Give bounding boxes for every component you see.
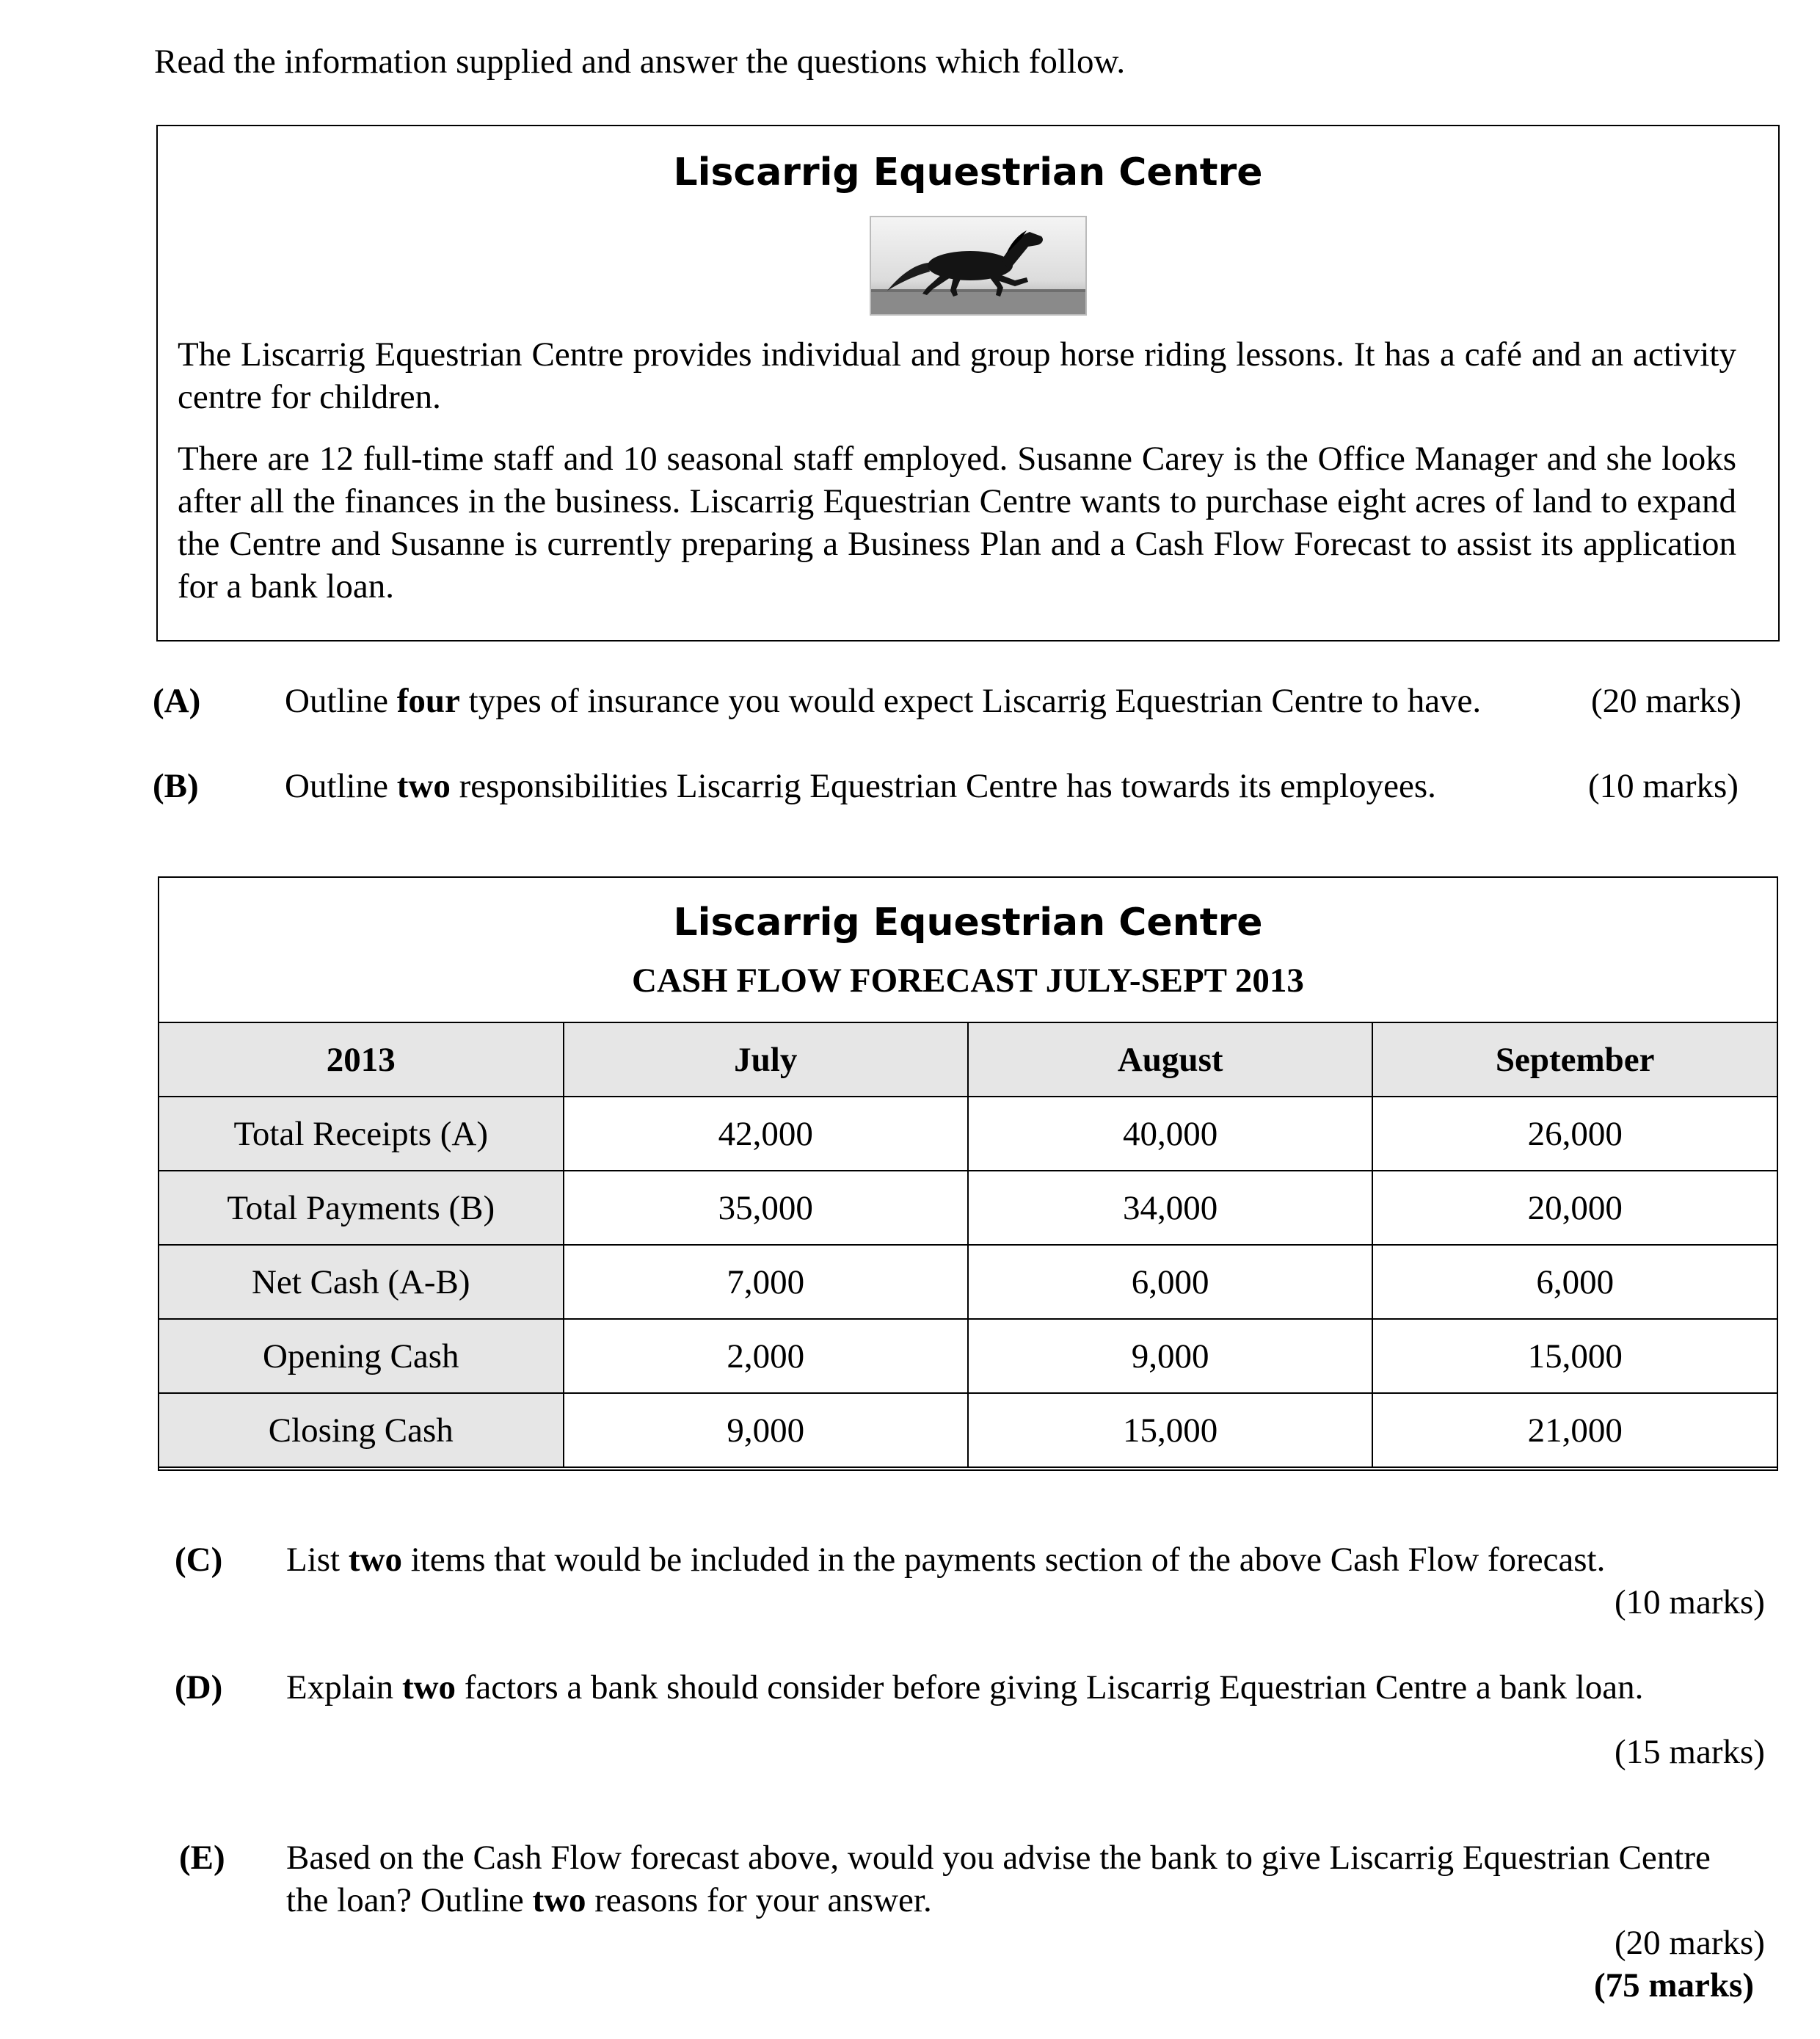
question-b-text <box>285 765 1576 807</box>
cash-flow-table <box>158 1022 1778 1468</box>
row-label: Opening Cash <box>159 1319 564 1393</box>
cash-flow-forecast <box>158 876 1778 1471</box>
question-a-text-post: types of insurance you would expect Liscarrig Equestrian Centre to have. <box>459 682 1482 720</box>
horse-icon <box>871 217 1085 314</box>
table-cell: 2,000 <box>564 1319 968 1393</box>
table-cell: 6,000 <box>968 1245 1372 1319</box>
table-cell: 35,000 <box>564 1171 968 1245</box>
table-row <box>159 1245 1777 1319</box>
question-b-text-bold: two <box>396 767 451 805</box>
question-c-marks: (10 marks) <box>1615 1583 1765 1621</box>
question-e-text-pre: Based on the Cash Flow forecast above, would you advise the bank to give Liscarrig Equestrian Centre the loan? Outline <box>286 1839 1711 1919</box>
question-d-text-pre: Explain <box>286 1668 402 1707</box>
question-c-text-pre: List <box>286 1541 349 1579</box>
question-d-text-bold: two <box>401 1668 456 1707</box>
question-a-text-bold: four <box>396 682 460 720</box>
question-d-marks: (15 marks) <box>1615 1733 1765 1771</box>
question-e-text-bold: two <box>532 1881 586 1919</box>
table-row <box>159 1319 1777 1393</box>
header-august: August <box>968 1022 1372 1097</box>
question-b-marks: (10 marks) <box>1588 767 1739 805</box>
question-a-label: (A) <box>153 682 201 720</box>
table-cell: 42,000 <box>564 1097 968 1171</box>
question-e-text <box>286 1836 1725 1922</box>
table-row <box>159 1393 1777 1467</box>
table-cell: 20,000 <box>1372 1171 1777 1245</box>
question-b-text-post: responsibilities Liscarrig Equestrian Centre has towards its employees. <box>450 767 1436 805</box>
question-e-marks: (20 marks) <box>1615 1924 1765 1962</box>
header-september: September <box>1372 1022 1777 1097</box>
cash-flow-subtitle: CASH FLOW FORECAST JULY-SEPT 2013 <box>632 962 1304 1000</box>
question-b-label: (B) <box>153 767 199 805</box>
info-paragraph-1: The Liscarrig Equestrian Centre provides individual and group horse riding lessons. It has a café and an activity centre for children. <box>178 335 1736 416</box>
horse-image <box>870 216 1087 316</box>
table-cell: 21,000 <box>1372 1393 1777 1467</box>
question-a-text-pre: Outline <box>285 682 397 720</box>
question-c-text-post: items that would be included in the payments section of the above Cash Flow forecast. <box>401 1541 1606 1579</box>
table-row <box>159 1097 1777 1171</box>
header-year: 2013 <box>159 1022 564 1097</box>
question-e-text-post: reasons for your answer. <box>586 1881 932 1919</box>
question-b-text-pre: Outline <box>285 767 397 805</box>
row-label: Total Receipts (A) <box>159 1097 564 1171</box>
table-cell: 9,000 <box>564 1393 968 1467</box>
table-cell: 34,000 <box>968 1171 1372 1245</box>
question-c-text <box>286 1538 1783 1581</box>
table-cell: 9,000 <box>968 1319 1372 1393</box>
question-a-marks: (20 marks) <box>1591 682 1741 720</box>
info-paragraph-2: There are 12 full-time staff and 10 seasonal staff employed. Susanne Carey is the Office Manager and she looks after all the finances in the business. Liscarrig Equestrian Centre wants to purchase eight acres of land to expand the Centre and Susanne is currently preparing a Business Plan and a Cash Flow Forecast to assist its application for a bank loan. <box>178 440 1736 606</box>
info-box <box>156 125 1780 641</box>
question-c-label: (C) <box>175 1541 223 1579</box>
total-marks: (75 marks) <box>1594 1966 1754 2005</box>
question-e-label: (E) <box>179 1839 225 1877</box>
question-c-text-bold: two <box>348 1541 402 1579</box>
header-july: July <box>564 1022 968 1097</box>
intro-instruction: Read the information supplied and answer the questions which follow. <box>154 43 1126 81</box>
table-cell: 15,000 <box>1372 1319 1777 1393</box>
table-header-row <box>159 1022 1777 1097</box>
cash-flow-title: Liscarrig Equestrian Centre <box>673 901 1263 945</box>
table-cell: 7,000 <box>564 1245 968 1319</box>
question-d-text-post: factors a bank should consider before giving Liscarrig Equestrian Centre a bank loan. <box>456 1668 1644 1707</box>
table-row <box>159 1171 1777 1245</box>
info-box-title: Liscarrig Equestrian Centre <box>673 150 1263 195</box>
row-label: Total Payments (B) <box>159 1171 564 1245</box>
table-cell: 40,000 <box>968 1097 1372 1171</box>
table-cell: 26,000 <box>1372 1097 1777 1171</box>
row-label: Closing Cash <box>159 1393 564 1467</box>
table-cell: 6,000 <box>1372 1245 1777 1319</box>
question-a-text <box>285 680 1606 722</box>
question-d-label: (D) <box>175 1668 223 1707</box>
row-label: Net Cash (A-B) <box>159 1245 564 1319</box>
table-cell: 15,000 <box>968 1393 1372 1467</box>
question-d-text <box>286 1666 1783 1709</box>
